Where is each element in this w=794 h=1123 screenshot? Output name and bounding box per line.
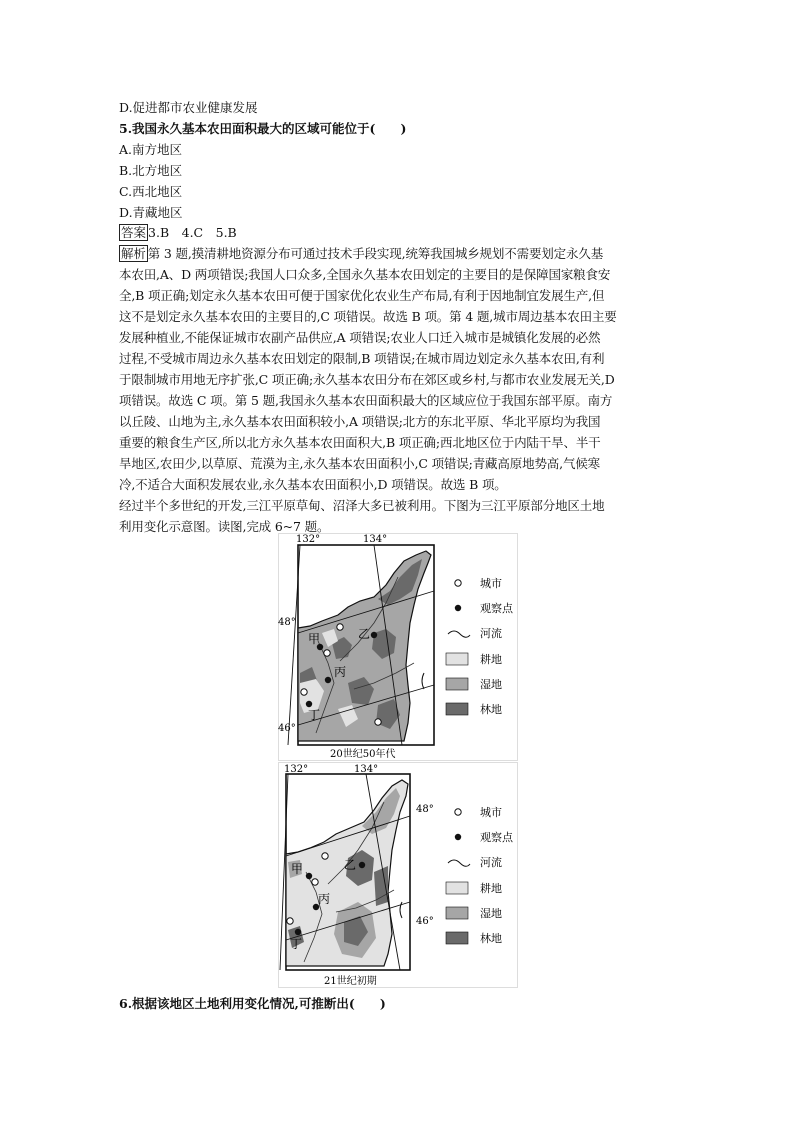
observation-marker (325, 677, 331, 683)
analysis-line: 发展种植业,不能保证城市农副产品供应,A 项错误;农业人口迁入城市是城镇化发展的必然 (119, 330, 601, 345)
answer-text: 3.B 4.C 5.B (148, 225, 237, 240)
observation-marker (306, 873, 312, 879)
lat-label: 46° (416, 916, 434, 927)
analysis-line: 解析 第 3 题,摸清耕地资源分布可通过技术手段实现,统筹我国城乡规划不需要划定永久基 (121, 246, 604, 261)
lon-label: 134° (354, 764, 379, 775)
observation-marker (306, 701, 312, 707)
legend-farmland-icon (446, 653, 468, 665)
legend-observation-icon (455, 605, 461, 611)
legend (446, 806, 514, 945)
legend-farmland: 耕地 (480, 653, 502, 666)
map-caption: 21世纪初期 (324, 976, 377, 987)
observation-marker (359, 862, 365, 868)
option-b: B.北方地区 (119, 163, 183, 178)
observation-marker (295, 929, 301, 935)
analysis-line: 本农田,A、D 两项错误;我国人口众多,全国永久基本农田划定的主要目的是保障国家粮食安 (119, 267, 611, 282)
legend-observation: 观察点 (480, 831, 513, 844)
legend-forest: 林地 (480, 932, 502, 945)
map-1950s (278, 533, 518, 761)
legend-farmland: 耕地 (480, 882, 502, 895)
analysis-line: 全,B 项正确;划定永久基本农田可便于国家优化农业生产布局,有利于因地制宜发展生产,但 (119, 288, 605, 303)
legend-wetland-icon (446, 907, 468, 919)
legend-city-icon (455, 580, 461, 586)
map-caption: 20世纪50年代 (330, 749, 396, 760)
legend-city-icon (455, 809, 461, 815)
previous-option-d: D.促进都市农业健康发展 (119, 100, 258, 115)
city-marker (287, 918, 293, 924)
lat-label: 48° (416, 804, 434, 815)
city-marker (375, 719, 381, 725)
place-label-yi: 乙 (344, 858, 357, 872)
analysis-line: 冷,不适合大面积发展农业,永久基本农田面积小,D 项错误。故选 B 项。 (119, 477, 507, 492)
legend-observation: 观察点 (480, 602, 513, 615)
city-marker (312, 879, 318, 885)
legend-city: 城市 (480, 577, 502, 590)
map-early-21st-century (278, 762, 518, 988)
analysis-line: 旱地区,农田少,以草原、荒漠为主,永久基本农田面积小,C 项错误;青藏高原地势高,气候寒 (119, 456, 601, 471)
observation-marker (371, 632, 377, 638)
intro-line: 利用变化示意图。读图,完成 6~7 题。 (119, 519, 330, 534)
lon-label: 132° (296, 534, 321, 545)
option-a: A.南方地区 (119, 142, 183, 157)
place-label-ding: 丁 (290, 937, 303, 951)
answer-line (119, 222, 237, 243)
place-label-ding: 丁 (308, 708, 321, 722)
place-label-bing: 丙 (318, 892, 331, 906)
question-5-stem: 5.我国永久基本农田面积最大的区域可能位于( ) (119, 121, 407, 136)
intro-line: 经过半个多世纪的开发,三江平原草甸、沼泽大多已被利用。下图为三江平原部分地区土地 (119, 498, 605, 513)
legend-river-icon (448, 860, 470, 866)
lon-label: 134° (363, 534, 388, 545)
legend-forest: 林地 (480, 703, 502, 716)
legend-river-icon (448, 631, 470, 637)
question-6-stem: 6.根据该地区土地利用变化情况,可推断出( ) (119, 996, 386, 1011)
legend-forest-icon (446, 703, 468, 715)
analysis-line: 以丘陵、山地为主,永久基本农田面积较小,A 项错误;北方的东北平原、华北平原均为我国 (119, 414, 601, 429)
analysis-line: 项错误。故选 C 项。第 5 题,我国永久基本农田面积最大的区域应位于我国东部平原。南方 (119, 393, 613, 408)
city-marker (337, 624, 343, 630)
place-label-yi: 乙 (358, 627, 371, 641)
option-d: D.青藏地区 (119, 205, 183, 220)
legend-observation-icon (455, 834, 461, 840)
legend-city: 城市 (480, 806, 502, 819)
city-marker (301, 689, 307, 695)
analysis-line: 这不是划定永久基本农田的主要目的,C 项错误。故选 B 项。第 4 题,城市周边基本农田主要 (119, 309, 617, 324)
legend-river: 河流 (480, 627, 502, 640)
place-label-jia: 甲 (308, 632, 321, 646)
legend-forest-icon (446, 932, 468, 944)
option-c: C.西北地区 (119, 184, 183, 199)
analysis-line: 过程,不受城市周边永久基本农田划定的限制,B 项错误;在城市周边划定永久基本农田,有利 (119, 351, 605, 366)
city-marker (322, 853, 328, 859)
legend-farmland-icon (446, 882, 468, 894)
lat-label: 46° (278, 723, 296, 734)
place-label-jia: 甲 (291, 862, 304, 876)
legend-wetland: 湿地 (480, 678, 502, 691)
answer-label: 答案 (121, 225, 147, 240)
intro-paragraph (119, 495, 689, 537)
legend-wetland: 湿地 (480, 907, 502, 920)
lon-label: 132° (284, 764, 309, 775)
analysis-label: 解析 (121, 246, 146, 261)
legend (446, 577, 514, 716)
analysis-paragraph (119, 243, 689, 495)
lat-label: 48° (278, 617, 296, 628)
place-label-bing: 丙 (334, 665, 347, 679)
legend-wetland-icon (446, 678, 468, 690)
city-marker (324, 650, 330, 656)
analysis-line: 于限制城市用地无序扩张,C 项正确;永久基本农田分布在郊区或乡村,与都市农业发展无关,D (119, 372, 615, 387)
analysis-line: 重要的粮食生产区,所以北方永久基本农田面积大,B 项正确;西北地区位于内陆干旱、半干 (119, 435, 601, 450)
legend-river: 河流 (480, 856, 502, 869)
